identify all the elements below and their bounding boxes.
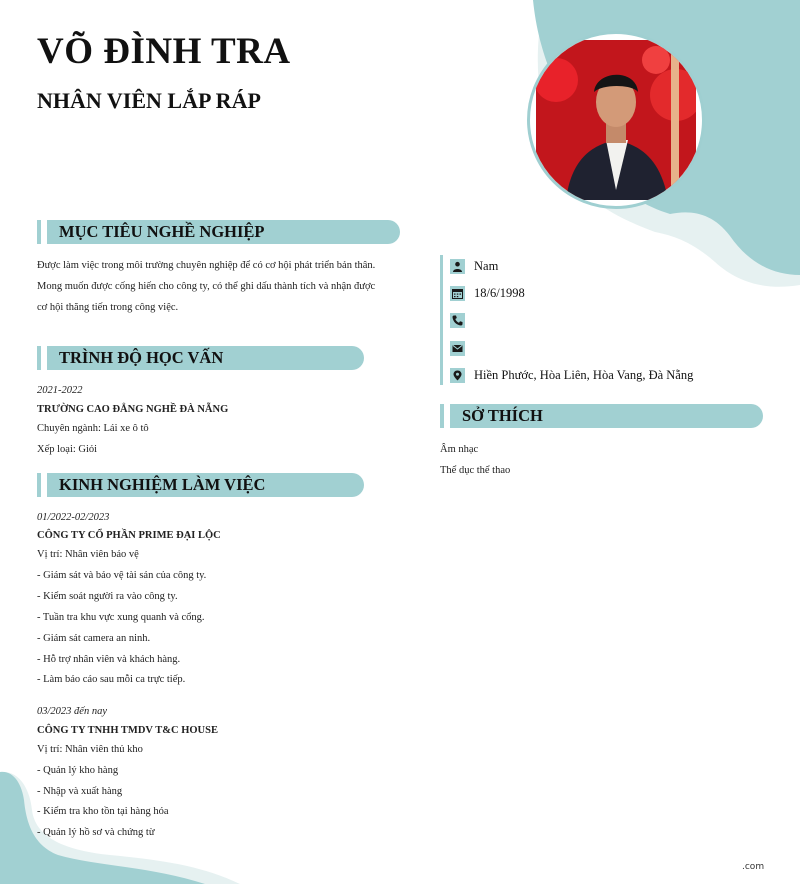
profile-photo — [527, 31, 705, 209]
contact-phone — [450, 311, 474, 329]
objective-line: cơ hội thăng tiến trong công việc. — [37, 302, 179, 313]
education-heading: TRÌNH ĐỘ HỌC VẤN — [47, 346, 364, 370]
job-task: - Quản lý kho hàng — [37, 765, 119, 776]
job-company: CÔNG TY TNHH TMDV T&C HOUSE — [37, 725, 218, 736]
hobbies-heading: SỞ THÍCH — [450, 404, 763, 428]
footer-text: .com — [742, 862, 765, 872]
experience-heading: KINH NGHIỆM LÀM VIỆC — [47, 473, 364, 497]
job-company: CÔNG TY CỔ PHẦN PRIME ĐẠI LỘC — [37, 530, 221, 541]
job-task: - Làm báo cáo sau mỗi ca trực tiếp. — [37, 674, 186, 685]
job-period: 01/2022-02/2023 — [37, 512, 110, 523]
education-period: 2021-2022 — [37, 385, 83, 396]
objective-line: Được làm việc trong môi trường chuyên nghiệp để có cơ hội phát triển bản thân. — [37, 260, 376, 271]
job-task: - Nhập và xuất hàng — [37, 786, 123, 797]
hobby-item: Âm nhạc — [440, 444, 479, 455]
phone-icon — [450, 313, 465, 328]
job-task: - Kiểm tra kho tồn tại hàng hóa — [37, 806, 169, 817]
education-major: Chuyên ngành: Lái xe ô tô — [37, 423, 149, 434]
job-task: - Giám sát và bảo vệ tài sản của công ty. — [37, 570, 207, 581]
job-position: Vị trí: Nhân viên thủ kho — [37, 744, 143, 755]
job-task: - Kiểm soát người ra vào công ty. — [37, 591, 178, 602]
education-school: TRƯỜNG CAO ĐẲNG NGHỀ ĐÀ NẴNG — [37, 404, 229, 415]
location-pin-icon — [450, 368, 465, 383]
calendar-icon — [450, 286, 465, 301]
candidate-name: VÕ ĐÌNH TRA — [37, 31, 291, 72]
contact-gender: Nam — [450, 257, 498, 275]
job-position: Vị trí: Nhân viên bảo vệ — [37, 549, 139, 560]
contact-email — [450, 339, 474, 357]
hobby-item: Thể dục thể thao — [440, 465, 511, 476]
job-period: 03/2023 đến nay — [37, 706, 107, 717]
objective-heading: MỤC TIÊU NGHỀ NGHIỆP — [47, 220, 400, 244]
person-icon — [450, 259, 465, 274]
objective-line: Mong muốn được cống hiến cho công ty, có thể ghi dấu thành tích và nhận được — [37, 281, 376, 292]
contact-dob: 18/6/1998 — [450, 284, 525, 302]
contact-address: Hiền Phước, Hòa Liên, Hòa Vang, Đà Nẵng — [450, 366, 693, 384]
job-task: - Giám sát camera an ninh. — [37, 633, 151, 644]
education-grade: Xếp loại: Giỏi — [37, 444, 98, 455]
job-title: NHÂN VIÊN LẮP RÁP — [37, 88, 261, 113]
job-task: - Tuần tra khu vực xung quanh và cổng. — [37, 612, 205, 623]
envelope-icon — [450, 341, 465, 356]
job-task: - Hỗ trợ nhân viên và khách hàng. — [37, 654, 181, 665]
job-task: - Quản lý hồ sơ và chứng từ — [37, 827, 155, 838]
